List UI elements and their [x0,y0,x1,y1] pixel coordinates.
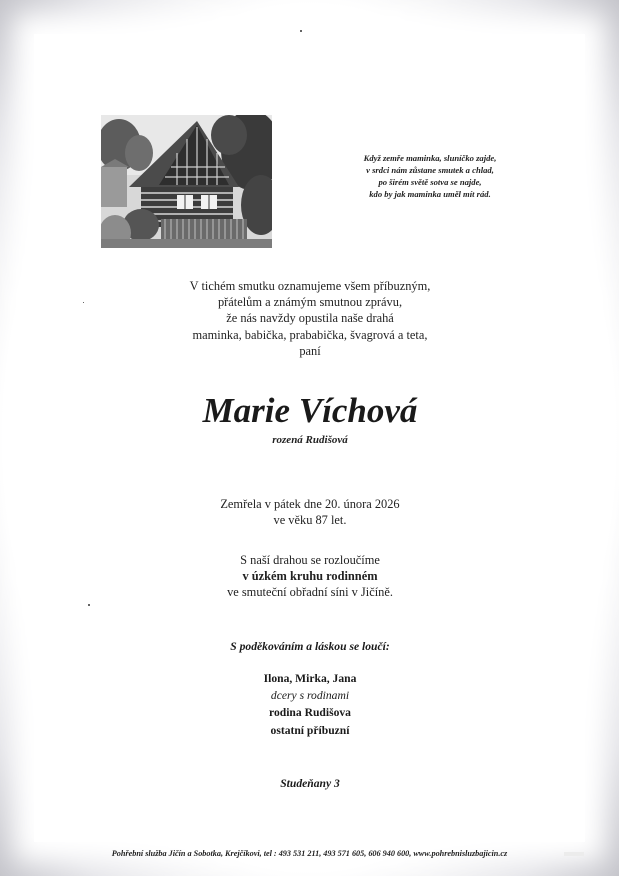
mourner-entry: dcery s rodinami [270,689,350,703]
house-photo [101,115,272,248]
death-age: ve věku 87 let. [273,513,347,528]
deceased-name: Marie Víchová [202,391,418,430]
mourner-entry: Ilona, Mirka, Jana [263,672,357,685]
announcement-line: maminka, babička, prababička, švagrová a teta, [192,327,428,342]
ceremony-line: S naší drahou se rozloučíme [240,553,380,567]
mourner-entry: rodina Rudišova [269,706,351,720]
speck [83,302,84,303]
poem-line: v srdci nám zůstane smutek a chlad, [366,165,494,175]
poem-line: po širém světě sotva se najde, [378,177,482,187]
announcement-line: že nás navždy opustila naše drahá [226,311,394,326]
ceremony-line: ve smuteční obřadní síni v Jičíně. [227,585,393,600]
maiden-name: rozená Rudišová [272,434,348,446]
death-details [150,496,470,528]
announcement-line: V tichém smutku oznamujeme všem příbuzným, [189,279,431,293]
poem-line: Když zemře maminka, sluníčko zajde, [363,153,497,163]
corner-mark [564,852,584,856]
ceremony-line-emphasis: v úzkém kruhu rodinném [242,569,378,584]
announcement-text [150,278,470,359]
mourners-list [150,670,470,739]
announcement-line: přátelům a známým smutnou zprávu, [217,295,403,310]
speck [88,604,90,606]
speck [300,30,302,32]
death-date: Zemřela v pátek dne 20. února 2026 [220,497,400,511]
poem-line: kdo by jak maminka uměl mít rád. [369,189,491,199]
ceremony-details [150,552,470,601]
thanks-heading: S poděkováním a láskou se loučí: [230,640,390,653]
residence-place: Studeňany 3 [280,777,340,790]
memorial-poem [330,152,530,200]
mourner-entry: ostatní příbuzní [270,723,350,737]
funeral-service-footer: Pohřební služba Jičín a Sobotka, Krejčíkovi, tel : 493 531 211, 493 571 605, 606 940 600, www.pohrebnisluzbajicin.cz [111,849,508,858]
announcement-line: paní [299,343,321,358]
